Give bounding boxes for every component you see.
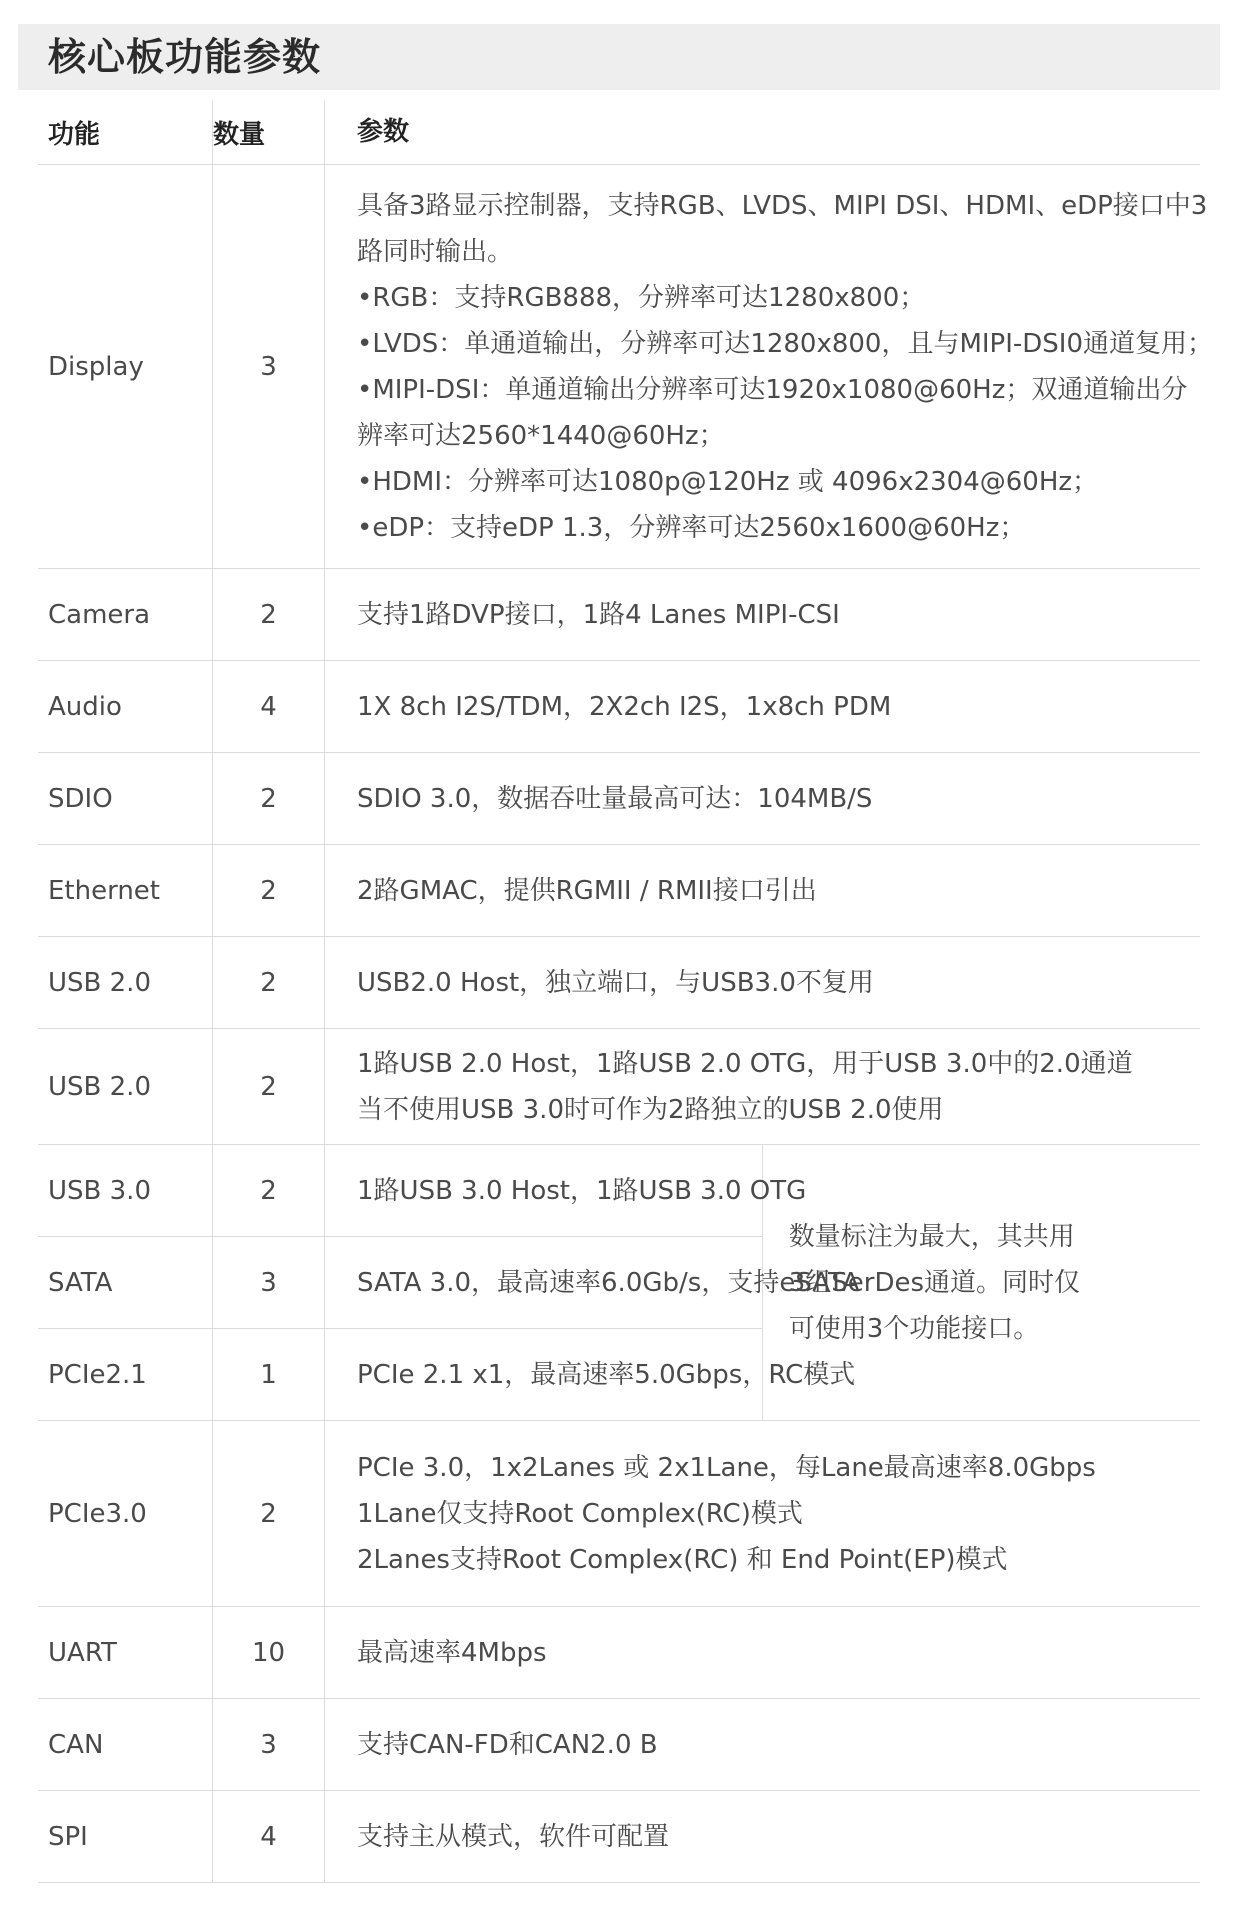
parameter-cell (325, 165, 1214, 569)
parameter-line: 2Lanes支持Root Complex(RC) 和 End Point(EP)模式 (357, 1544, 1008, 1575)
function-cell: PCIe2.1 (38, 1329, 213, 1421)
serdes-note-line: 数量标注为最大，其共用 (788, 1221, 1075, 1252)
function-cell: PCIe3.0 (38, 1421, 213, 1607)
quantity-cell: 3 (213, 1699, 325, 1791)
function-cell: UART (38, 1607, 213, 1699)
table-row (38, 661, 1200, 753)
header-parameters: 参数 (325, 100, 1201, 165)
parameter-cell (325, 1699, 1201, 1791)
parameter-cell (325, 1421, 1201, 1607)
title-bar (18, 24, 1220, 90)
parameter-cell (325, 845, 1201, 937)
table-row (38, 1791, 1200, 1883)
parameter-cell (325, 1329, 856, 1421)
function-cell: USB 2.0 (38, 937, 213, 1029)
parameter-cell (325, 937, 1201, 1029)
parameter-line: 当不使用USB 3.0时可作为2路独立的USB 2.0使用 (357, 1094, 944, 1125)
serdes-note-line: 3组SerDes通道。同时仅 (788, 1267, 1081, 1298)
quantity-cell: 2 (213, 753, 325, 845)
function-cell: SATA (38, 1237, 213, 1329)
parameter-line: SATA 3.0，最高速率6.0Gb/s，支持eSATA (357, 1267, 860, 1298)
parameter-cell (325, 1145, 807, 1237)
quantity-cell: 1 (213, 1329, 325, 1421)
quantity-cell: 2 (213, 1029, 325, 1145)
quantity-cell: 2 (213, 845, 325, 937)
function-cell: CAN (38, 1699, 213, 1791)
table-header-row (38, 100, 1200, 165)
quantity-cell: 4 (213, 1791, 325, 1883)
parameter-cell (325, 1237, 860, 1329)
parameter-line: 最高速率4Mbps (357, 1637, 547, 1668)
parameter-line: PCIe 3.0，1x2Lanes 或 2x1Lane，每Lane最高速率8.0Gbps (357, 1452, 1096, 1483)
parameter-line: 支持主从模式，软件可配置 (357, 1821, 670, 1852)
parameter-line: 辨率可达2560*1440@60Hz； (357, 420, 725, 451)
serdes-note-line: 可使用3个功能接口。 (788, 1313, 1040, 1344)
parameter-cell (325, 1607, 1201, 1699)
table-row (38, 165, 1200, 569)
header-function: 功能 (38, 100, 213, 165)
parameter-line: •eDP：支持eDP 1.3，分辨率可达2560x1600@60Hz； (357, 512, 1026, 543)
table-row (38, 1145, 1200, 1237)
parameter-cell (325, 569, 1201, 661)
table-row (38, 1699, 1200, 1791)
parameter-line: •LVDS：单通道输出，分辨率可达1280x800，且与MIPI-DSI0通道复用； (357, 328, 1214, 359)
parameter-line: •RGB：支持RGB888，分辨率可达1280x800； (357, 282, 926, 313)
parameter-cell (325, 753, 1201, 845)
function-cell: USB 2.0 (38, 1029, 213, 1145)
table-row (38, 937, 1200, 1029)
function-cell: Audio (38, 661, 213, 753)
function-cell: SDIO (38, 753, 213, 845)
table-row (38, 1607, 1200, 1699)
page-title: 核心板功能参数 (48, 35, 322, 79)
parameter-line: 支持CAN-FD和CAN2.0 B (357, 1729, 658, 1760)
table-row (38, 1029, 1200, 1145)
table-row (38, 569, 1200, 661)
table-row (38, 1421, 1200, 1607)
table-row (38, 845, 1200, 937)
parameter-cell (325, 661, 1201, 753)
function-cell: USB 3.0 (38, 1145, 213, 1237)
parameter-line: •HDMI：分辨率可达1080p@120Hz 或 4096x2304@60Hz； (357, 466, 1099, 497)
parameter-line: 支持1路DVP接口，1路4 Lanes MIPI-CSI (357, 599, 840, 630)
parameter-line: PCIe 2.1 x1，最高速率5.0Gbps，RC模式 (357, 1359, 856, 1390)
parameter-line: SDIO 3.0，数据吞吐量最高可达：104MB/S (357, 783, 873, 814)
parameter-line: 1路USB 3.0 Host，1路USB 3.0 OTG (357, 1175, 807, 1206)
quantity-cell: 4 (213, 661, 325, 753)
header-quantity: 数量 (213, 100, 325, 165)
function-cell: Ethernet (38, 845, 213, 937)
parameter-line: 2路GMAC，提供RGMII / RMII接口引出 (357, 875, 817, 906)
quantity-cell: 2 (213, 569, 325, 661)
spec-table (38, 100, 1214, 1883)
parameter-line: 具备3路显示控制器，支持RGB、LVDS、MIPI DSI、HDMI、eDP接口中3 (357, 190, 1208, 221)
quantity-cell: 2 (213, 937, 325, 1029)
function-cell: SPI (38, 1791, 213, 1883)
quantity-cell: 2 (213, 1421, 325, 1607)
quantity-cell: 10 (213, 1607, 325, 1699)
parameter-line: USB2.0 Host，独立端口，与USB3.0不复用 (357, 967, 874, 998)
function-cell: Camera (38, 569, 213, 661)
parameter-line: 1Lane仅支持Root Complex(RC)模式 (357, 1498, 803, 1529)
quantity-cell: 3 (213, 165, 325, 569)
parameter-line: 路同时输出。 (357, 236, 514, 267)
function-cell: Display (38, 165, 213, 569)
parameter-cell (325, 1029, 1201, 1145)
table-row (38, 753, 1200, 845)
parameter-line: •MIPI-DSI：单通道输出分辨率可达1920x1080@60Hz；双通道输出分 (357, 374, 1188, 405)
parameter-line: 1路USB 2.0 Host，1路USB 2.0 OTG，用于USB 3.0中的2.0通道 (357, 1048, 1133, 1079)
quantity-cell: 3 (213, 1237, 325, 1329)
parameter-line: 1X 8ch I2S/TDM，2X2ch I2S，1x8ch PDM (357, 691, 892, 722)
parameter-cell (325, 1791, 1201, 1883)
quantity-cell: 2 (213, 1145, 325, 1237)
